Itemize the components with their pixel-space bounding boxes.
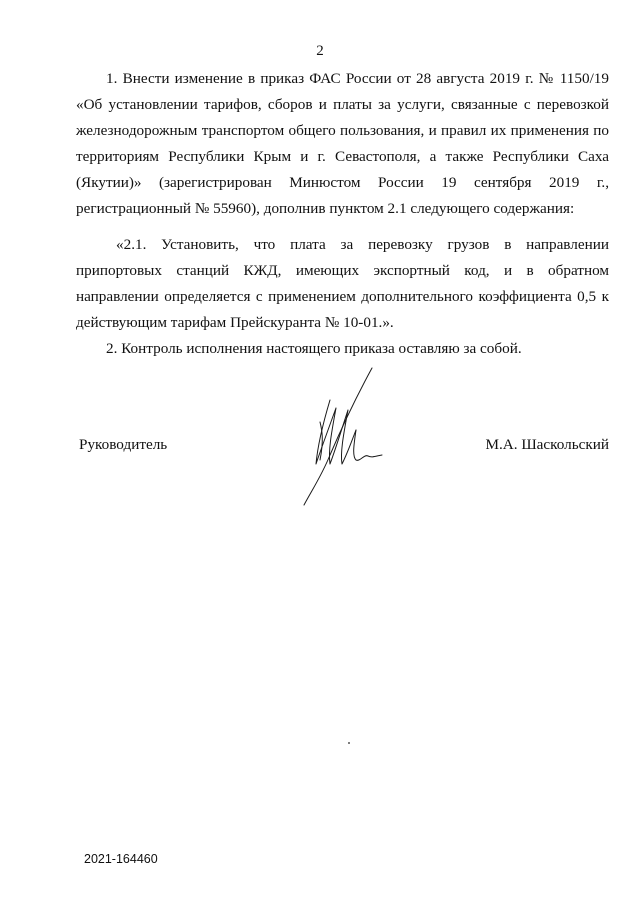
signatory-name: М.А. Шаскольский (485, 436, 609, 453)
document-number: 2021-164460 (84, 852, 158, 866)
paragraph-3: 2. Контроль исполнения настоящего приказа оставляю за собой. (106, 340, 522, 357)
handwritten-signature (290, 360, 400, 510)
page-number: 2 (316, 43, 324, 59)
stray-mark (348, 742, 350, 744)
signatory-role: Руководитель (79, 436, 168, 453)
paragraph-1: 1. Внести изменение в приказ ФАС России от 28 августа 2019 г. № 1150/19 «Об установлении тарифов, сборов и платы за услуги, связанные с перевозкой железнодорожным транспортом общего пользования, и правил их применения по территориям Республики Крым и г. Севастополя, а также Республики Саха (Якутии)» (зарегистрирован Минюстом России 19 сентября 2019 г., регистрационный № 55960), дополнив пунктом 2.1 следующего содержания: (76, 70, 609, 217)
paragraph-2: «2.1. Установить, что плата за перевозку грузов в направлении припортовых станций КЖД, имеющих экспортный код, и в обратном направлении определяется с применением дополнительного коэффициента 0,5 к действующим тарифам Прейскуранта № 10-01.». (76, 236, 609, 331)
